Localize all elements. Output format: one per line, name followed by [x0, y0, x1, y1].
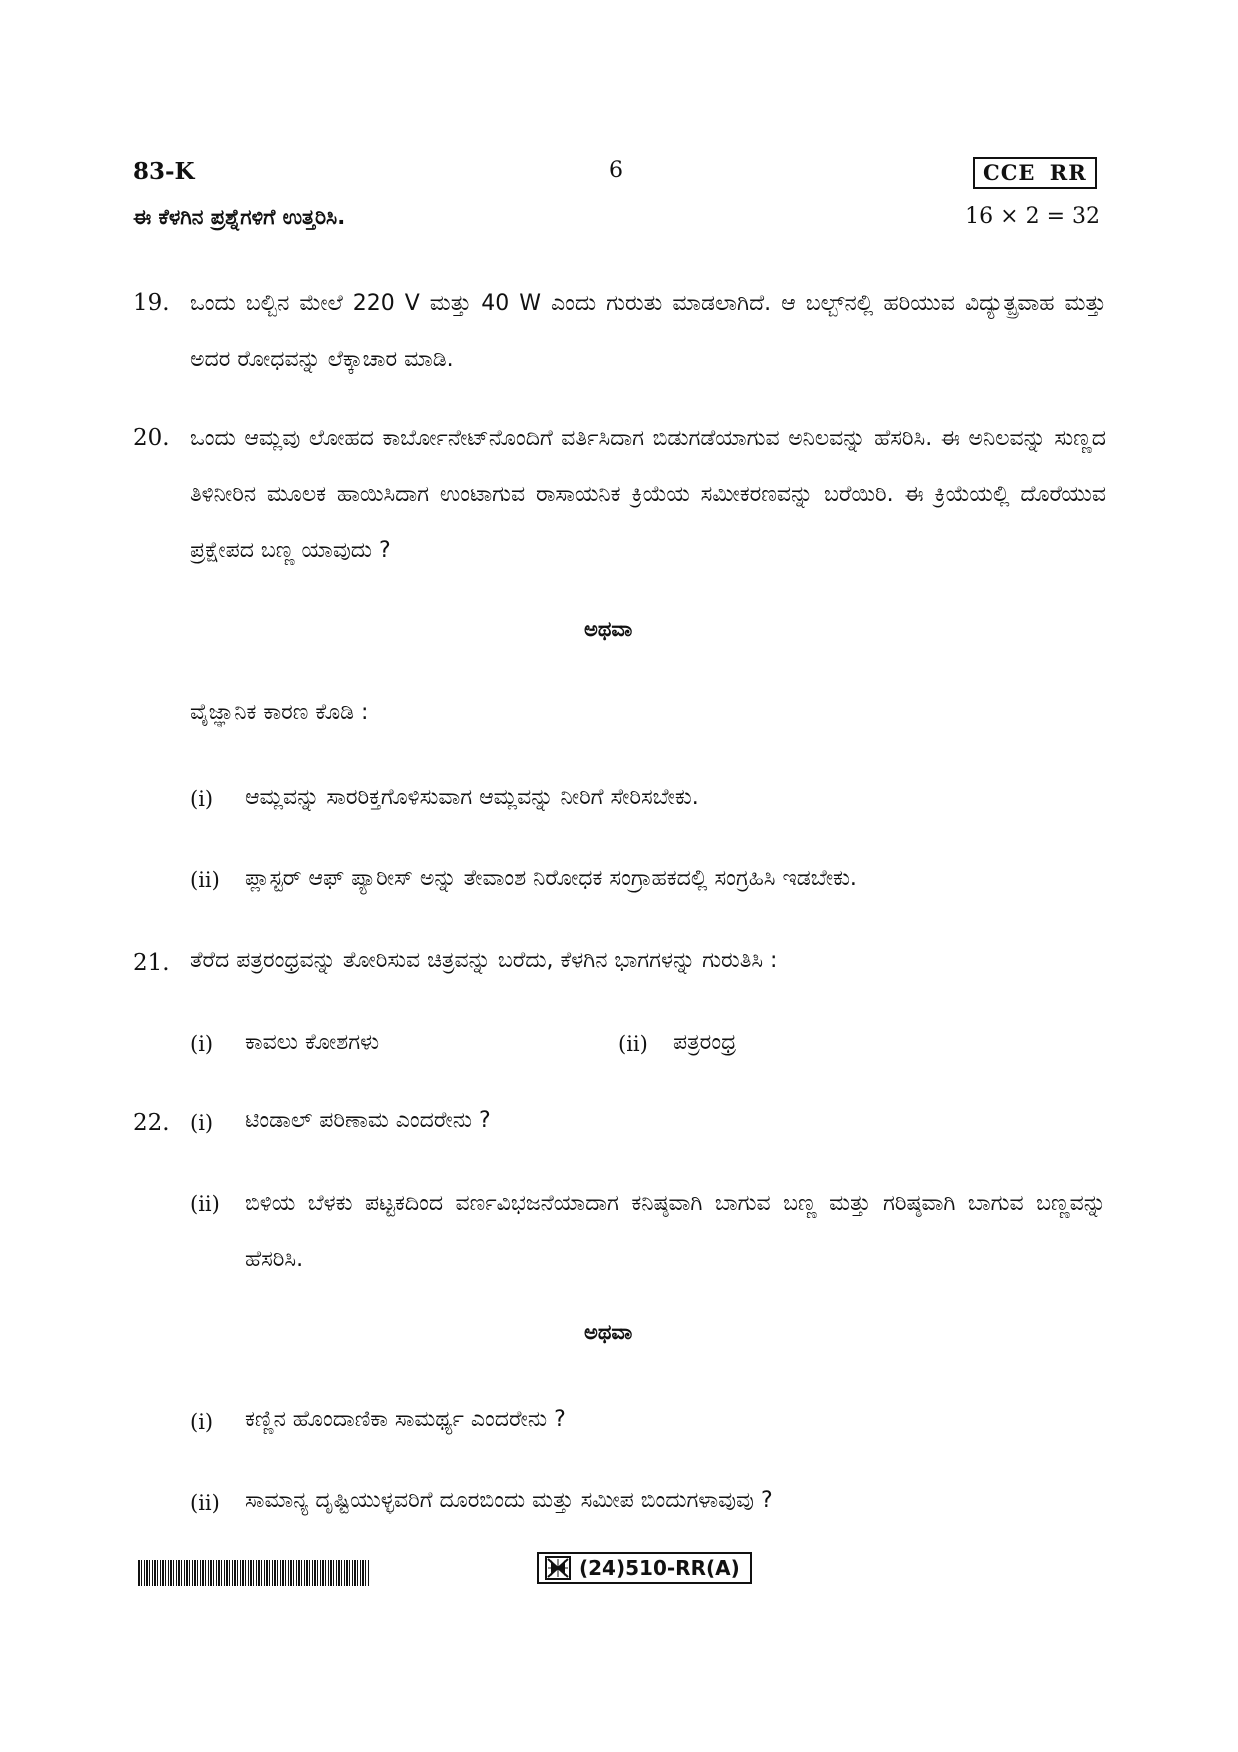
question-22-ii-text: ಬಿಳಿಯ ಬೆಳಕು ಪಟ್ಟಕದಿಂದ ವರ್ಣವಿಭಜನೆಯಾದಾಗ ಕನಿಷ್ಠವಾಗಿ ಬಾಗುವ ಬಣ್ಣ ಮತ್ತು ಗರಿಷ್ಠವಾಗಿ ಬಾಗುವ ಬಣ್ಣವನ್ನು ಹೆಸರಿಸಿ. — [245, 1191, 1106, 1272]
page-number: 6 — [609, 158, 623, 183]
question-22-i-text: ಟಿಂಡಾಲ್ ಪರಿಣಾಮ ಎಂದರೇನು ? — [245, 1108, 491, 1133]
question-22-ii-label: (ii) — [190, 1192, 220, 1216]
question-20-text: ಒಂದು ಆಮ್ಲವು ಲೋಹದ ಕಾರ್ಬೋನೇಟ್‌ನೊಂದಿಗೆ ವರ್ತಿಸಿದಾಗ ಬಿಡುಗಡೆಯಾಗುವ ಅನಿಲವನ್ನು ಹೆಸರಿಸಿ. ಈ ಅನಿಲವನ್ನು ಸುಣ್ಣದ ತಿಳಿನೀರಿನ ಮೂಲಕ ಹಾಯಿಸಿದಾಗ ಉಂಟಾಗುವ ರಾಸಾಯನಿಕ ಕ್ರಿಯೆಯ ಸಮೀಕರಣವನ್ನು ಬರೆಯಿರಿ. ಈ ಕ್ರಿಯೆಯಲ್ಲಿ ದೊರೆಯುವ ಪ್ರಕ್ಷೇಪದ ಬಣ್ಣ ಯಾವುದು ? — [190, 426, 1106, 563]
header-box-label: CCE RR — [973, 157, 1097, 189]
paper-code: 83-K — [133, 158, 195, 185]
question-21-i-label: (i) — [190, 1032, 214, 1056]
printer-mark-icon — [545, 1556, 571, 1580]
question-20-alt-i-text: ಆಮ್ಲವನ್ನು ಸಾರರಿಕ್ತಗೊಳಿಸುವಾಗ ಆಮ್ಲವನ್ನು ನೀರಿಗೆ ಸೇರಿಸಬೇಕು. — [245, 785, 699, 810]
question-20-alt-ii-text: ಪ್ಲಾಸ್ಟರ್ ಆಫ್ ಪ್ಯಾರೀಸ್ ಅನ್ನು ತೇವಾಂಶ ನಿರೋಧಕ ಸಂಗ್ರಾಹಕದಲ್ಲಿ ಸಂಗ್ರಹಿಸಿ ಇಡಬೇಕು. — [245, 866, 857, 891]
question-22-alt-i-text: ಕಣ್ಣಿನ ಹೊಂದಾಣಿಕಾ ಸಾಮರ್ಥ್ಯ ಎಂದರೇನು ? — [245, 1407, 566, 1432]
section-instruction: ಈ ಕೆಳಗಿನ ಪ್ರಶ್ನೆಗಳಿಗೆ ಉತ್ತರಿಸಿ. — [133, 205, 346, 229]
question-21-i-text: ಕಾವಲು ಕೋಶಗಳು — [245, 1030, 380, 1055]
question-21-text: ತೆರೆದ ಪತ್ರರಂಧ್ರವನ್ನು ತೋರಿಸುವ ಚಿತ್ರವನ್ನು ಬರೆದು, ಕೆಳಗಿನ ಭಾಗಗಳನ್ನು ಗುರುತಿಸಿ : — [190, 948, 778, 973]
question-22-i-label: (i) — [190, 1111, 214, 1135]
question-20-alt-i-label: (i) — [190, 787, 214, 811]
question-22-alt-ii-label: (ii) — [190, 1491, 220, 1515]
barcode-image — [138, 1560, 370, 1586]
question-22-alt-ii-text: ಸಾಮಾನ್ಯ ದೃಷ್ಟಿಯುಳ್ಳವರಿಗೆ ದೂರಬಿಂದು ಮತ್ತು ಸಮೀಪ ಬಿಂದುಗಳಾವುವು ? — [245, 1488, 773, 1513]
question-22-alt-i-label: (i) — [190, 1410, 214, 1434]
question-19-number: 19. — [133, 290, 170, 316]
question-22-number: 22. — [133, 1110, 170, 1136]
or-separator-1: ಅಥವಾ — [584, 617, 633, 641]
question-20-alt-intro: ವೈಜ್ಞಾನಿಕ ಕಾರಣ ಕೊಡಿ : — [190, 700, 369, 725]
question-21-ii-label: (ii) — [618, 1032, 648, 1056]
question-21-number: 21. — [133, 950, 170, 976]
question-20-number: 20. — [133, 425, 170, 451]
question-20-alt-ii-label: (ii) — [190, 868, 220, 892]
question-21-ii-text: ಪತ್ರರಂಧ್ರ — [673, 1030, 737, 1055]
question-19-text: ಒಂದು ಬಲ್ಬಿನ ಮೇಲೆ 220 V ಮತ್ತು 40 W ಎಂದು ಗುರುತು ಮಾಡಲಾಗಿದೆ. ಆ ಬಲ್ಬ್‌ನಲ್ಲಿ ಹರಿಯುವ ವಿದ್ಯುತ್ಪ್ರವಾಹ ಮತ್ತು ಅದರ ರೋಧವನ್ನು ಲೆಕ್ಕಾಚಾರ ಮಾಡಿ. — [190, 291, 1106, 372]
footer-paper-code: (24)510-RR(A) — [579, 1556, 740, 1580]
or-separator-2: ಅಥವಾ — [584, 1320, 633, 1344]
footer-paper-code-box — [537, 1552, 752, 1584]
section-marks: 16 × 2 = 32 — [965, 204, 1100, 229]
